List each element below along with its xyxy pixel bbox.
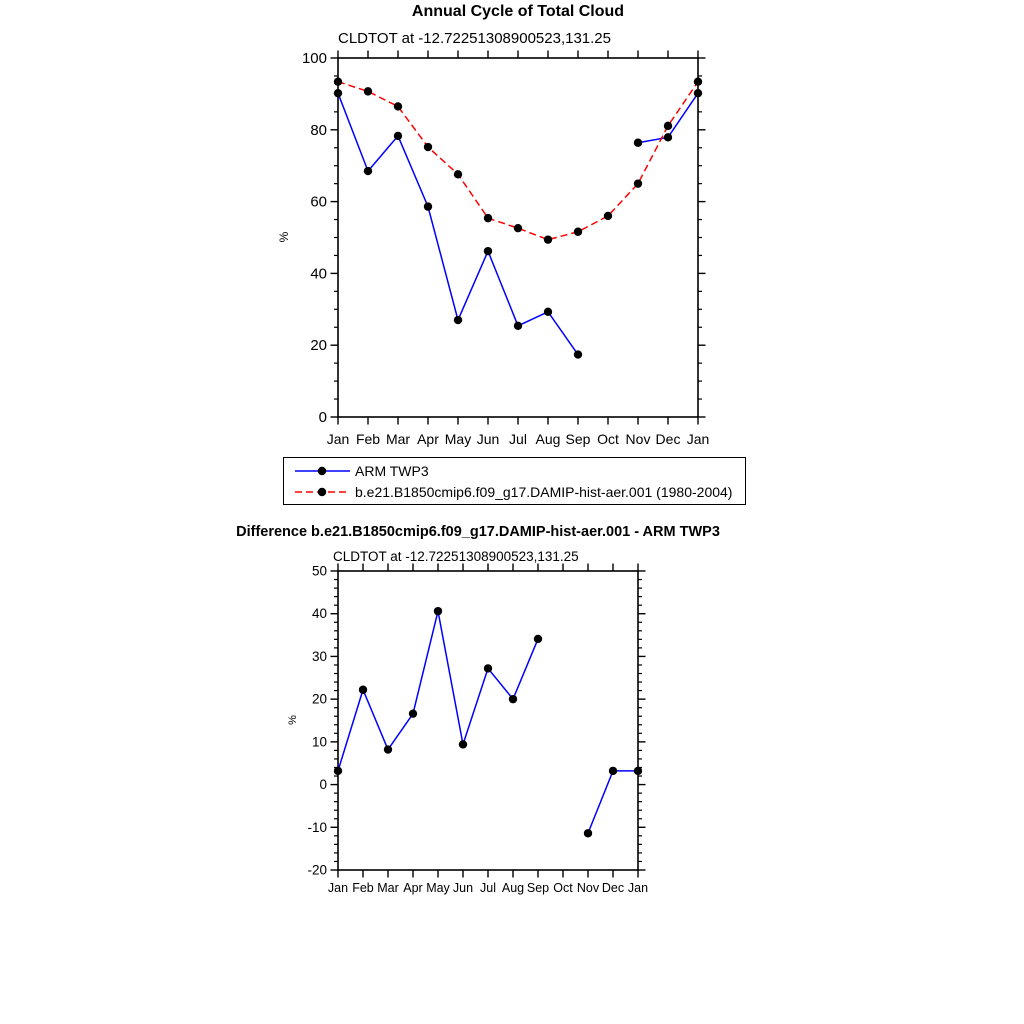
data-point-marker — [694, 77, 702, 85]
bottom-chart-subtitle: CLDTOT at -12.72251308900523,131.25 — [333, 549, 579, 564]
data-point-marker — [609, 767, 617, 775]
y-axis-label: % — [277, 231, 291, 243]
y-tick-label: 0 — [319, 777, 327, 793]
x-tick-label: Apr — [417, 431, 439, 447]
y-tick-label: 20 — [310, 337, 327, 355]
bottom-chart-title: Difference b.e21.B1850cmip6.f09_g17.DAMIP-hist-aer.001 - ARM TWP3 — [236, 524, 720, 540]
x-tick-label: Nov — [625, 431, 651, 447]
top-chart-subtitle: CLDTOT at -12.72251308900523,131.25 — [338, 30, 611, 47]
data-point-marker — [424, 202, 432, 210]
data-point-marker — [484, 247, 492, 255]
x-tick-label: Dec — [655, 431, 681, 447]
y-tick-label: 20 — [311, 691, 327, 707]
x-tick-label: Jan — [627, 881, 649, 895]
plot-frame — [338, 571, 638, 870]
legend-item-model — [284, 481, 745, 502]
x-tick-label: Jan — [326, 431, 350, 447]
x-tick-label: Aug — [535, 431, 561, 447]
y-tick-label: -20 — [307, 862, 327, 878]
x-tick-label: Nov — [576, 881, 600, 895]
data-point-marker — [664, 122, 672, 130]
y-tick-label: 40 — [310, 265, 327, 283]
data-point-marker — [384, 745, 392, 753]
data-point-marker — [334, 767, 342, 775]
y-tick-label: 10 — [311, 734, 327, 750]
data-point-marker — [534, 635, 542, 643]
data-point-marker — [334, 77, 342, 85]
x-tick-label: May — [444, 431, 472, 447]
marker-dot-icon — [318, 487, 326, 495]
data-point-marker — [509, 695, 517, 703]
series-line — [338, 82, 698, 240]
data-point-marker — [604, 212, 612, 220]
data-point-marker — [409, 709, 417, 717]
x-tick-label: Sep — [565, 431, 591, 447]
y-tick-label: 100 — [301, 50, 327, 67]
legend-solid-line-sample — [291, 461, 353, 481]
x-tick-label: Jan — [686, 431, 710, 447]
data-point-marker — [434, 607, 442, 615]
legend-label-obs: ARM TWP3 — [355, 462, 429, 479]
x-tick-label: Aug — [501, 881, 525, 895]
data-point-marker — [484, 214, 492, 222]
data-point-marker — [459, 740, 467, 748]
y-tick-label: 40 — [311, 606, 327, 622]
legend-dashed-line-sample — [291, 482, 353, 502]
data-point-marker — [584, 829, 592, 837]
data-point-marker — [544, 235, 552, 243]
top-chart-legend — [283, 457, 746, 505]
y-tick-label: 0 — [318, 409, 327, 426]
data-point-marker — [514, 322, 522, 330]
x-tick-label: Jul — [509, 431, 527, 447]
data-point-marker — [694, 89, 702, 97]
y-tick-label: -10 — [307, 819, 327, 835]
x-tick-label: Jun — [452, 881, 474, 895]
x-tick-label: Jul — [480, 881, 496, 895]
series-line — [588, 771, 638, 833]
data-point-marker — [334, 89, 342, 97]
y-tick-label: 50 — [311, 563, 327, 579]
x-tick-label: Jun — [476, 431, 500, 447]
x-tick-label: Oct — [597, 431, 619, 447]
data-point-marker — [394, 102, 402, 110]
data-point-marker — [424, 143, 432, 151]
x-tick-label: Oct — [553, 881, 573, 895]
series-line — [338, 93, 578, 354]
x-tick-label: Sep — [526, 881, 550, 895]
data-point-marker — [634, 179, 642, 187]
top-chart-canvas — [0, 0, 1024, 455]
data-point-marker — [664, 133, 672, 141]
data-point-marker — [364, 167, 372, 175]
data-point-marker — [394, 132, 402, 140]
x-tick-label: Apr — [403, 881, 423, 895]
y-tick-label: 30 — [311, 648, 327, 664]
marker-dot-icon — [318, 466, 326, 474]
data-point-marker — [454, 316, 462, 324]
data-point-marker — [634, 139, 642, 147]
x-tick-label: Feb — [352, 881, 374, 895]
data-point-marker — [454, 170, 462, 178]
x-tick-label: Jan — [327, 881, 349, 895]
x-tick-label: Dec — [601, 881, 625, 895]
bottom-chart-canvas — [0, 515, 1024, 915]
data-point-marker — [574, 350, 582, 358]
data-point-marker — [514, 224, 522, 232]
legend-item-obs — [284, 460, 745, 481]
plot-frame — [338, 58, 698, 417]
x-tick-label: Mar — [385, 431, 411, 447]
x-tick-label: Feb — [355, 431, 381, 447]
y-tick-label: 80 — [310, 121, 327, 139]
legend-label-model: b.e21.B1850cmip6.f09_g17.DAMIP-hist-aer.001 (1980-2004) — [355, 483, 733, 500]
data-point-marker — [484, 664, 492, 672]
series-line — [338, 611, 538, 771]
x-tick-label: May — [426, 881, 450, 895]
data-point-marker — [574, 228, 582, 236]
data-point-marker — [634, 767, 642, 775]
data-point-marker — [359, 686, 367, 694]
top-chart-title: Annual Cycle of Total Cloud — [411, 3, 625, 20]
x-tick-label: Mar — [377, 881, 399, 895]
data-point-marker — [364, 87, 372, 95]
data-point-marker — [544, 308, 552, 316]
y-axis-label: % — [287, 715, 299, 725]
y-tick-label: 60 — [310, 193, 327, 211]
